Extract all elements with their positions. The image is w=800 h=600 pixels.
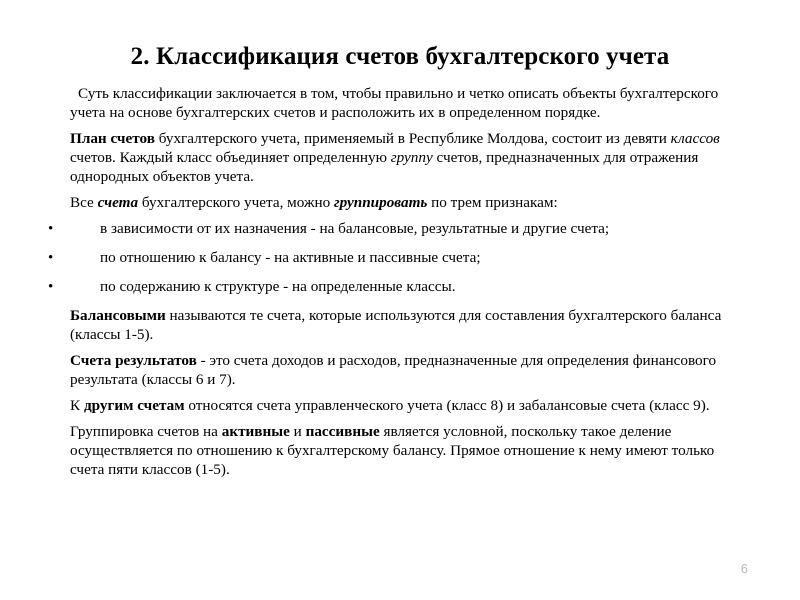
list-item: [48, 277, 738, 296]
text-run-bold-italic: группировать: [334, 194, 428, 211]
paragraph-grouping-intro: [70, 193, 738, 212]
bullet-icon: •: [48, 249, 54, 266]
text-run-normal: называются те счета, которые используются для составления бухгалтерского баланса (классы 1-5).: [70, 307, 722, 343]
paragraph-active-passive: [70, 422, 738, 479]
bullet-icon: •: [48, 278, 54, 295]
text-run-italic: классов: [670, 130, 720, 147]
paragraph-balance-accounts: [70, 306, 738, 344]
list-item-label: в зависимости от их назначения - на балансовые, результатные и другие счета;: [100, 220, 610, 237]
text-run-normal: Все: [70, 194, 98, 211]
text-run-bold: Счета результатов: [70, 352, 197, 369]
text-run-bold: другим счетам: [83, 397, 185, 414]
text-run-normal: Суть классификации заключается в том, чтобы правильно и четко описать объекты бухгалтерского учета на основе бухгалтерских счетов и расположить их в определенном порядке.: [70, 85, 719, 121]
text-run-bold: пассивные: [305, 423, 380, 440]
list-item-label: по отношению к балансу - на активные и пассивные счета;: [100, 249, 481, 266]
text-run-bold: План счетов: [70, 130, 155, 147]
list-item: [48, 248, 738, 267]
text-run-bold: Балансовыми: [70, 307, 166, 324]
text-run-normal: бухгалтерского учета, применяемый в Республике Молдова, состоит из девяти: [154, 130, 671, 147]
page-title: 2. Классификация счетов бухгалтерского учета: [130, 42, 670, 70]
text-run-normal: - это счета доходов и расходов, предназначенные для определения финансового результата (классы 6 и 7).: [70, 352, 717, 388]
paragraph-intro: [70, 84, 738, 122]
page-number: 6: [740, 561, 748, 576]
grouping-criteria-list: [48, 219, 738, 296]
text-run-normal: бухгалтерского учета, можно: [138, 194, 335, 211]
text-run-bold: активные: [221, 423, 290, 440]
paragraph-other-accounts: [70, 396, 738, 415]
text-run-normal: К: [70, 397, 84, 414]
text-run-normal: является условной, поскольку такое деление осуществляется по отношению к бухгалтерскому балансу. Прямое отношение к нему имеют только счета пяти классов (1-5).: [70, 423, 715, 478]
list-item: [48, 219, 738, 238]
text-run-italic: группу: [390, 149, 433, 166]
text-run-normal: счетов. Каждый класс объединяет определенную: [70, 149, 391, 166]
text-run-bold-italic: счета: [97, 194, 139, 211]
paragraph-chart-of-accounts: [70, 129, 738, 186]
text-run-normal: по трем признакам:: [427, 194, 558, 211]
bullet-icon: •: [48, 220, 54, 237]
paragraph-result-accounts: [70, 351, 738, 389]
slide-body: [48, 84, 738, 486]
text-run-normal: Группировка счетов на: [70, 423, 222, 440]
text-run-normal: относятся счета управленческого учета (класс 8) и забалансовые счета (класс 9).: [184, 397, 710, 414]
text-run-normal: и: [289, 423, 306, 440]
list-item-label: по содержанию к структуре - на определенные классы.: [100, 278, 456, 295]
text-run-normal: счетов, предназначенных для отражения однородных объектов учета.: [70, 149, 699, 185]
